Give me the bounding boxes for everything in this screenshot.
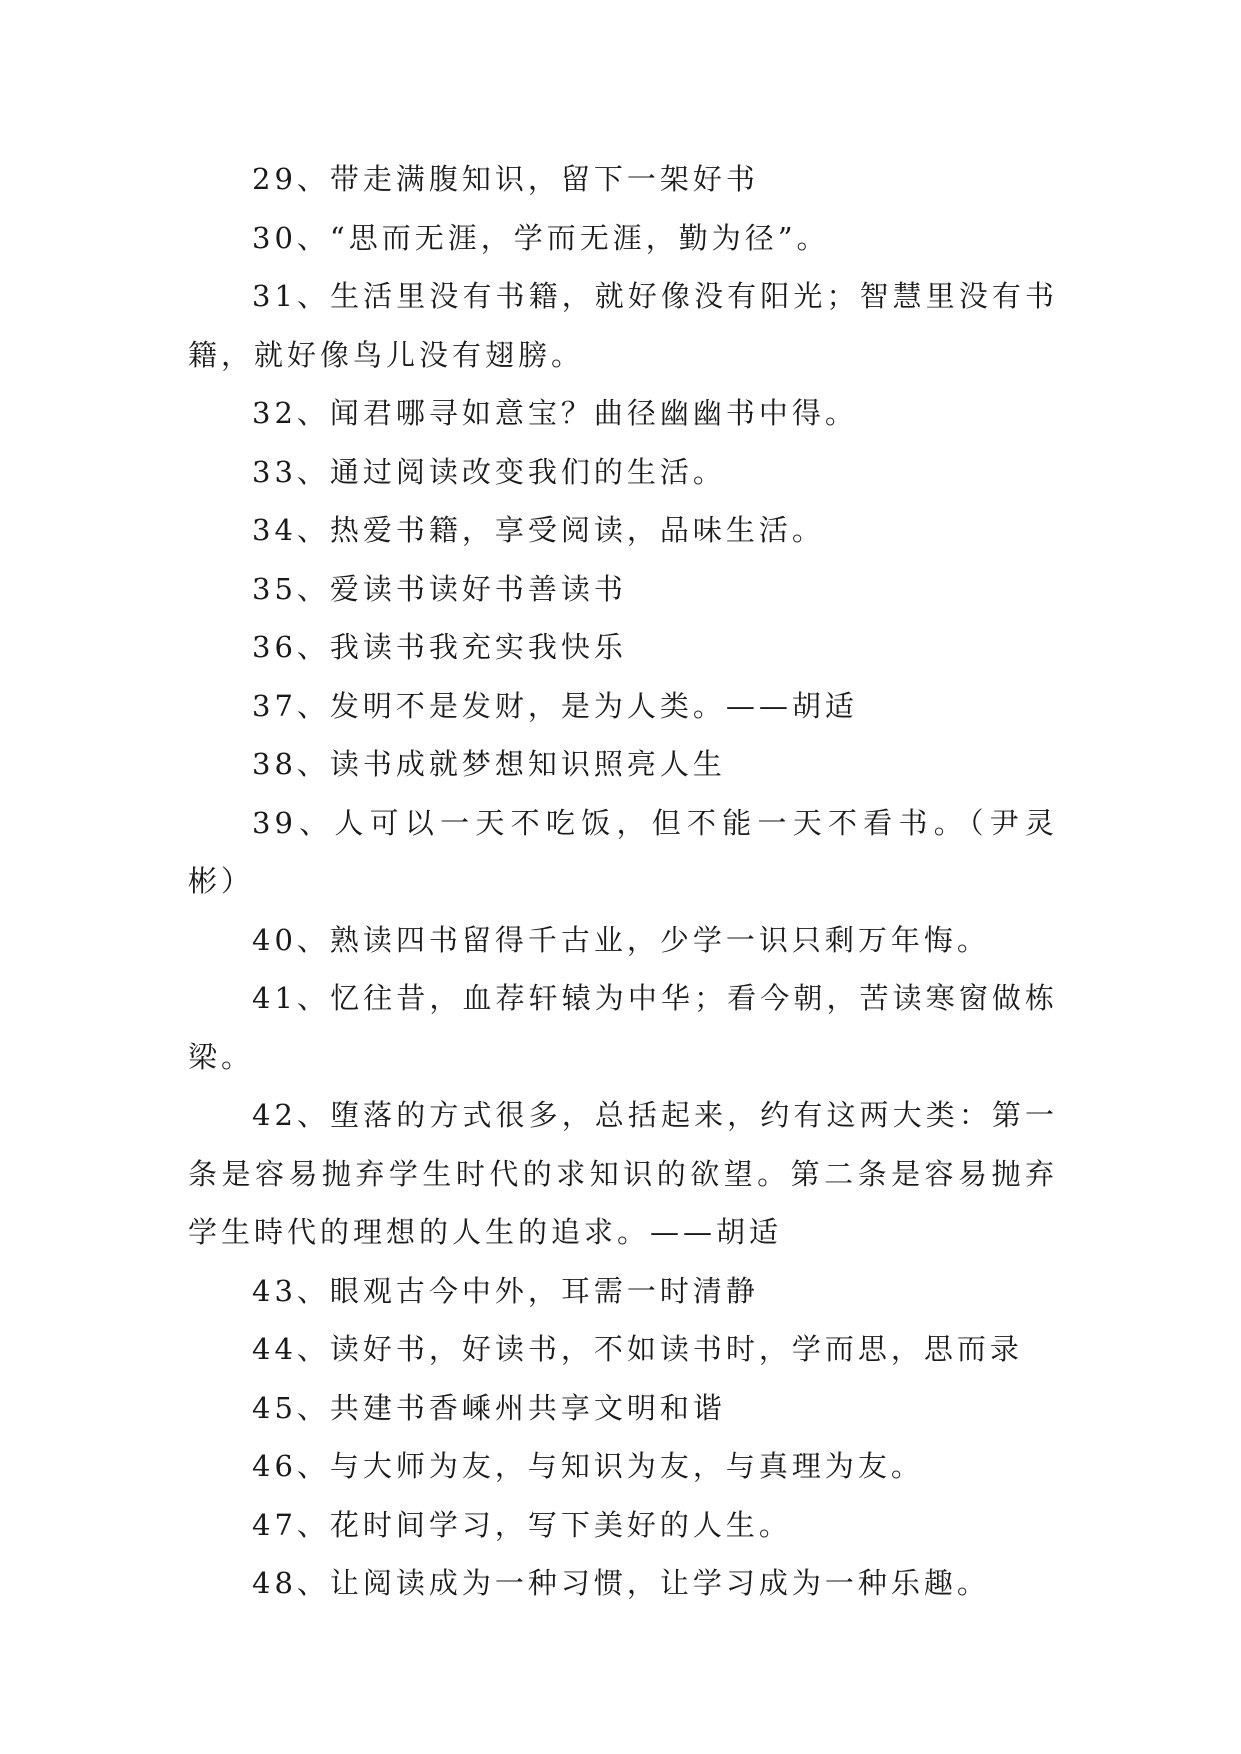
paragraph-30: 30、“思而无涯，学而无涯，勤为径”。 [252, 220, 830, 255]
paragraph-47: 47、花时间学习，写下美好的人生。 [252, 1507, 792, 1542]
document-page [188, 150, 1058, 1613]
paragraph-46: 46、与大师为友，与知识为友，与真理为友。 [252, 1449, 924, 1483]
paragraph-43: 43、眼观古今中外，耳需一时清静 [252, 1273, 759, 1308]
paragraph-42: 42、堕落的方式很多，总括起来，约有这两大类：第一条是容易抛弃学生时代的求知识的欲望。第二条是容易抛弃学生時代的理想的人生的追求。——胡适 [188, 1098, 1058, 1249]
paragraph-39: 39、人可以一天不吃饭，但不能一天不看书。（尹灵彬） [188, 805, 1058, 898]
paragraph-38: 38、读书成就梦想知识照亮人生 [252, 747, 726, 781]
paragraph-40: 40、熟读四书留得千古业，少学一识只剩万年悔。 [252, 922, 990, 957]
paragraph-32: 32、闻君哪寻如意宝？曲径幽幽书中得。 [252, 396, 858, 430]
paragraph-41: 41、忆往昔，血荐轩辕为中华；看今朝，苦读寒窗做栋梁。 [188, 981, 1058, 1074]
paragraph-33: 33、通过阅读改变我们的生活。 [252, 454, 726, 489]
paragraph-31: 31、生活里没有书籍，就好像没有阳光；智慧里没有书籍，就好像鸟儿没有翅膀。 [188, 279, 1058, 372]
paragraph-35: 35、爱读书读好书善读书 [252, 571, 627, 606]
paragraph-48: 48、让阅读成为一种习惯，让学习成为一种乐趣。 [252, 1566, 990, 1600]
paragraph-37: 37、发明不是发财，是为人类。——胡适 [252, 688, 858, 723]
paragraph-45: 45、共建书香嵊州共享文明和谐 [252, 1390, 726, 1425]
paragraph-29: 29、带走满腹知识，留下一架好书 [252, 162, 759, 196]
paragraph-34: 34、热爱书籍，享受阅读，品味生活。 [252, 513, 825, 547]
paragraph-44: 44、读好书，好读书，不如读书时，学而思，思而录 [252, 1332, 1023, 1366]
paragraph-36: 36、我读书我充实我快乐 [252, 630, 627, 664]
